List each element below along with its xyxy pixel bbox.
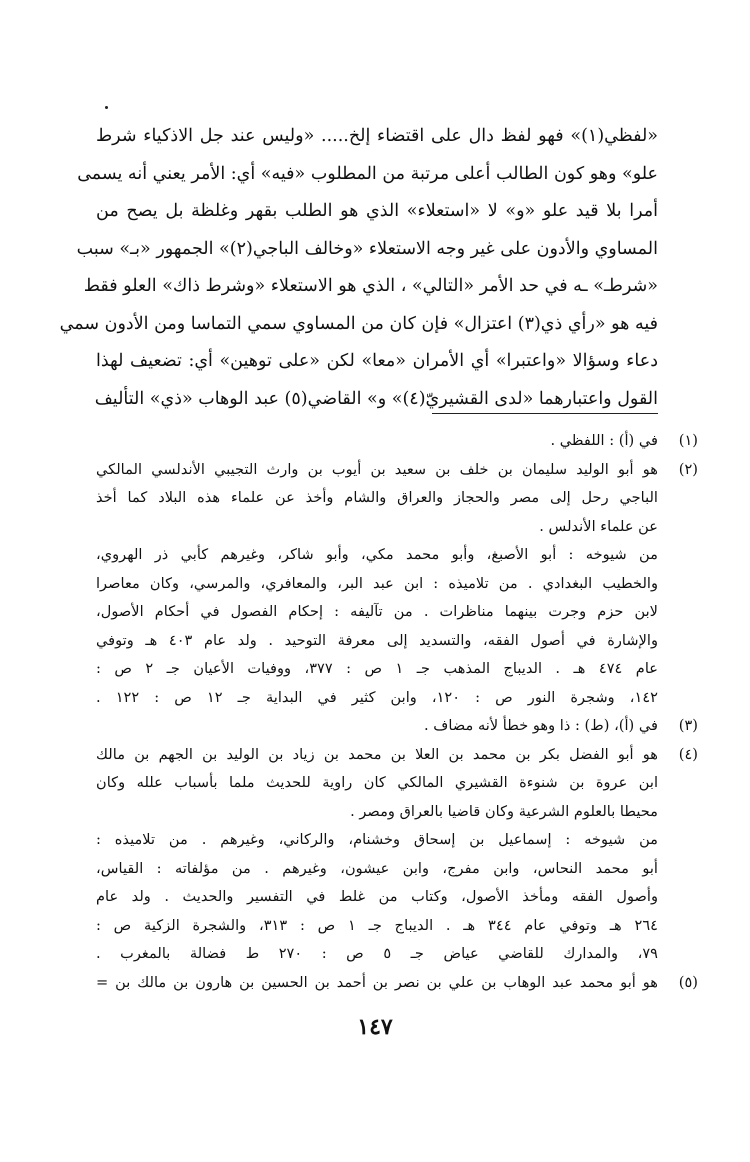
- footnote-line: ٧٩، والمدارك للقاضي عياض جـ ٥ ص : ٢٧٠ ط فضالة بالمغرب .: [96, 945, 659, 962]
- main-text-line: القول واعتبارهما «لدى القشيريّ(٤)» و» القاضي(٥) عبد الوهاب «ذي» التأليف: [94, 388, 658, 409]
- footnote-line: ٢٦٤ هـ وتوفي عام ٣٤٤ هـ . الديباج جـ ١ ص : ٣١٣، والشجرة الزكية ص :: [96, 916, 658, 934]
- footnote-number: (٣): [678, 717, 698, 734]
- footnote-number: (٢): [678, 460, 698, 478]
- footnote-1: [96, 427, 698, 456]
- footnote-number: (١): [678, 432, 698, 449]
- footnote-line: محيطا بالعلوم الشرعية وكان قاضيا بالعراق ومصر .: [350, 802, 658, 820]
- main-text-line: فيه هو «رأي ذي(٣) اعتزال» فإن كان من المساوي سمي التماسا ومن الأدون سمي: [59, 313, 658, 334]
- footnote-5: [96, 969, 698, 998]
- main-text-line: المساوي والأدون على غير وجه الاستعلاء «وخالف الباجي(٢)» الجمهور «بـ» سبب: [76, 238, 658, 259]
- footnotes: [96, 427, 698, 997]
- footnote-line: ابن عروة بن شنوءة القشيري المالكي كان راوية للحديث ملما بأسباب علله وكان: [96, 774, 658, 791]
- footnote-line: هو أبو الفضل بكر بن محمد بن العلا بن محمد بن زياد بن الوليد بن الجهم بن مالك: [96, 745, 658, 763]
- main-text-line: دعاء وسؤالا «واعتبرا» أي الأمران «معا» لكن «على توهين» أي: تضعيف لهذا: [96, 351, 658, 371]
- footnote-line: في (أ) : اللفظي .: [550, 432, 658, 449]
- footnote-4: [96, 741, 698, 969]
- ink-dot: [105, 106, 108, 109]
- footnote-line: في (أ)، (ط) : ذا وهو خطأ لأنه مضاف .: [423, 717, 658, 734]
- page-number: ١٤٧: [357, 1014, 393, 1040]
- main-text-block: [59, 118, 658, 418]
- footnote-line: من شيوخه : إسماعيل بن إسحاق وخشنام، والركاني، وغيرهم . من تلاميذه :: [96, 831, 658, 848]
- footnote-line: هو أبو الوليد سليمان بن خلف بن سعيد بن أيوب بن وارث التجيبي الأندلسي المالكي: [96, 460, 658, 478]
- footnote-line: وأصول الفقه ومأخذ الأصول، وكتاب من غلط في التفسير والحديث . ولد عام: [96, 888, 658, 905]
- footnote-line: عن علماء الأندلس .: [539, 517, 658, 535]
- main-text-line: «لفظي(١)» فهو لفظ دال على اقتضاء إلخ..... «وليس عند جل الاذكياء شرط: [96, 126, 658, 146]
- footnote-2: [96, 456, 698, 713]
- main-text-line: علو» وهو كون الطالب أعلى مرتبة من المطلوب «فيه» أي: الأمر يعني أنه يسمى: [77, 163, 658, 184]
- footnote-separator: [432, 413, 658, 414]
- footnote-number: (٤): [678, 745, 698, 763]
- footnote-line: والإشارة في أصول الفقه، والتسديد إلى معرفة التوحيد . ولد عام ٤٠٣ هـ وتوفي: [96, 631, 659, 649]
- footnote-line: عام ٤٧٤ هـ . الديباج المذهب جـ ١ ص : ٣٧٧، ووفيات الأعيان جـ ٢ ص :: [96, 660, 658, 677]
- footnote-3: [96, 712, 698, 741]
- footnote-line: الباجي رحل إلى مصر والحجاز والعراق والشام وأخذ عن علماء هذه البلاد كما أخذ: [96, 489, 658, 506]
- footnote-line: ١٤٢، وشجرة النور ص : ١٢٠، وابن كثير في البداية جـ ١٢ ص : ١٢٢ .: [96, 688, 658, 706]
- footnote-number: (٥): [678, 973, 698, 991]
- footnote-line: لابن حزم وجرت بينهما مناظرات . من تآليفه : إحكام الفصول في أحكام الأصول،: [96, 603, 658, 620]
- main-text-line: «شرطـ» ـه في حد الأمر «التالي» ، الذي هو الاستعلاء «وشرط ذاك» العلو فقط: [83, 276, 658, 296]
- footnote-line: من شيوخه : أبو الأصبغ، وأبو محمد مكي، وأبو شاكر، وغيرهم كأبي ذر الهروي،: [96, 546, 658, 563]
- footnote-line: هو أبو محمد عبد الوهاب بن علي بن نصر بن أحمد بن الحسين بن هارون بن مالك بن =: [96, 973, 658, 991]
- footnote-line: والخطيب البغدادي . من تلاميذه : ابن عبد البر، والمعافري، والمرسي، وكان معاصرا: [96, 574, 658, 592]
- main-text-line: أمرا بلا قيد علو «و» لا «استعلاء» الذي هو الطلب بقهر وغلظة بل يصح من: [96, 201, 658, 221]
- footnote-line: أبو محمد النحاس، وابن مفرج، وابن عيشون، وغيرهم . من مؤلفاته : القياس،: [96, 859, 658, 877]
